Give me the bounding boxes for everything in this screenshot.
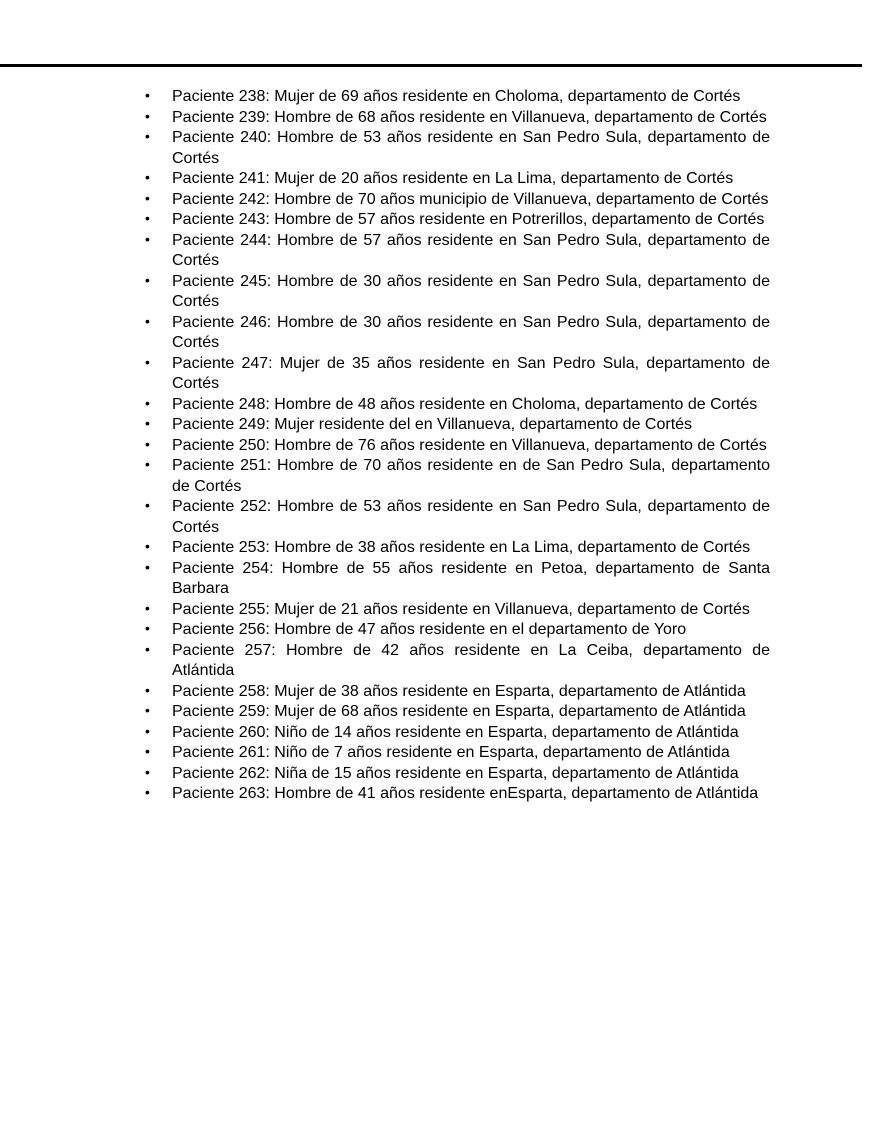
patient-entry-text: Paciente 252: Hombre de 53 años residente en San Pedro Sula, departamento de Cortés xyxy=(172,498,770,536)
bullet-icon: • xyxy=(145,210,150,226)
list-item xyxy=(145,354,770,395)
patient-entry-text: Paciente 258: Mujer de 38 años residente en Esparta, departamento de Atlántida xyxy=(172,682,746,700)
patient-entry-text: Paciente 246: Hombre de 30 años residente en San Pedro Sula, departamento de Cortés xyxy=(172,313,770,351)
bullet-icon: • xyxy=(145,394,150,411)
patient-entry-text: Paciente 263: Hombre de 41 años residente enEsparta, departamento de Atlántida xyxy=(172,785,759,802)
bullet-icon: • xyxy=(145,456,150,472)
bullet-icon: • xyxy=(145,271,150,288)
patient-entry-text: Paciente 260: Niño de 14 años residente en Esparta, departamento de Atlántida xyxy=(172,723,739,741)
header-rule xyxy=(0,64,862,67)
patient-entry-text: Paciente 248: Hombre de 48 años residente en Choloma, departamento de Cortés xyxy=(172,395,758,413)
list-item xyxy=(145,415,770,436)
list-item xyxy=(145,600,770,621)
list-item xyxy=(145,313,770,354)
list-item xyxy=(145,395,770,416)
list-item xyxy=(145,764,770,785)
bullet-icon: • xyxy=(145,353,150,370)
patient-entry-text: Paciente 257: Hombre de 42 años residente en La Ceiba, departamento de Atlántida xyxy=(172,641,770,679)
patient-entry-text: Paciente 256: Hombre de 47 años residente en el departamento de Yoro xyxy=(172,621,687,638)
patient-entry-text: Paciente 245: Hombre de 30 años residente en San Pedro Sula, departamento de Cortés xyxy=(172,272,770,310)
list-item xyxy=(145,641,770,682)
patient-list xyxy=(145,87,770,805)
bullet-icon: • xyxy=(145,722,150,739)
patient-entry-text: Paciente 240: Hombre de 53 años residente en San Pedro Sula, departamento de Cortés xyxy=(172,129,770,167)
bullet-icon: • xyxy=(145,189,150,206)
patient-entry-text: Paciente 244: Hombre de 57 años residente en San Pedro Sula, departamento de Cortés xyxy=(172,231,770,269)
bullet-icon: • xyxy=(145,497,150,513)
patient-entry-text: Paciente 238: Mujer de 69 años residente en Choloma, departamento de Cortés xyxy=(172,88,741,105)
bullet-icon: • xyxy=(145,169,150,185)
bullet-icon: • xyxy=(145,230,150,247)
list-item xyxy=(145,87,770,108)
bullet-icon: • xyxy=(145,538,150,554)
list-item xyxy=(145,538,770,559)
patient-entry-text: Paciente 242: Hombre de 70 años municipio de Villanueva, departamento de Cortés xyxy=(172,190,769,208)
patient-entry-text: Paciente 247: Mujer de 35 años residente en San Pedro Sula, departamento de Cortés xyxy=(172,354,770,392)
list-item xyxy=(145,190,770,211)
patient-entry-text: Paciente 251: Hombre de 70 años residente en de San Pedro Sula, departamento de Cortés xyxy=(172,457,770,495)
list-item xyxy=(145,108,770,129)
bullet-icon: • xyxy=(145,435,150,452)
list-item xyxy=(145,723,770,744)
patient-entry-text: Paciente 253: Hombre de 38 años residente en La Lima, departamento de Cortés xyxy=(172,539,751,556)
bullet-icon: • xyxy=(145,107,150,124)
patient-entry-text: Paciente 243: Hombre de 57 años residente en Potrerillos, departamento de Cortés xyxy=(172,211,765,228)
list-item xyxy=(145,456,770,497)
bullet-icon: • xyxy=(145,743,150,759)
patient-entry-text: Paciente 254: Hombre de 55 años residente en Petoa, departamento de Santa Barbara xyxy=(172,559,770,597)
list-item xyxy=(145,436,770,457)
bullet-icon: • xyxy=(145,599,150,616)
patient-entry-text: Paciente 262: Niña de 15 años residente en Esparta, departamento de Atlántida xyxy=(172,764,739,782)
bullet-icon: • xyxy=(145,620,150,636)
list-item xyxy=(145,210,770,231)
list-item xyxy=(145,620,770,641)
list-item xyxy=(145,272,770,313)
bullet-icon: • xyxy=(145,784,150,800)
bullet-icon: • xyxy=(145,640,150,657)
list-item xyxy=(145,682,770,703)
list-item xyxy=(145,702,770,723)
patient-entry-text: Paciente 259: Mujer de 68 años residente en Esparta, departamento de Atlántida xyxy=(172,703,746,720)
bullet-icon: • xyxy=(145,763,150,780)
bullet-icon: • xyxy=(145,87,150,103)
bullet-icon: • xyxy=(145,128,150,144)
patient-entry-text: Paciente 250: Hombre de 76 años residente en Villanueva, departamento de Cortés xyxy=(172,436,767,454)
bullet-icon: • xyxy=(145,702,150,718)
bullet-icon: • xyxy=(145,558,150,575)
patient-entry-text: Paciente 261: Niño de 7 años residente en Esparta, departamento de Atlántida xyxy=(172,744,730,761)
patient-entry-text: Paciente 241: Mujer de 20 años residente en La Lima, departamento de Cortés xyxy=(172,170,734,187)
patient-entry-text: Paciente 239: Hombre de 68 años residente en Villanueva, departamento de Cortés xyxy=(172,108,767,126)
list-item xyxy=(145,231,770,272)
list-item xyxy=(145,497,770,538)
bullet-icon: • xyxy=(145,312,150,329)
bullet-icon: • xyxy=(145,415,150,431)
list-item xyxy=(145,559,770,600)
list-item xyxy=(145,743,770,764)
list-item xyxy=(145,784,770,805)
patient-entry-text: Paciente 249: Mujer residente del en Villanueva, departamento de Cortés xyxy=(172,416,693,433)
list-item xyxy=(145,128,770,169)
list-item xyxy=(145,169,770,190)
bullet-icon: • xyxy=(145,681,150,698)
patient-entry-text: Paciente 255: Mujer de 21 años residente en Villanueva, departamento de Cortés xyxy=(172,600,750,618)
